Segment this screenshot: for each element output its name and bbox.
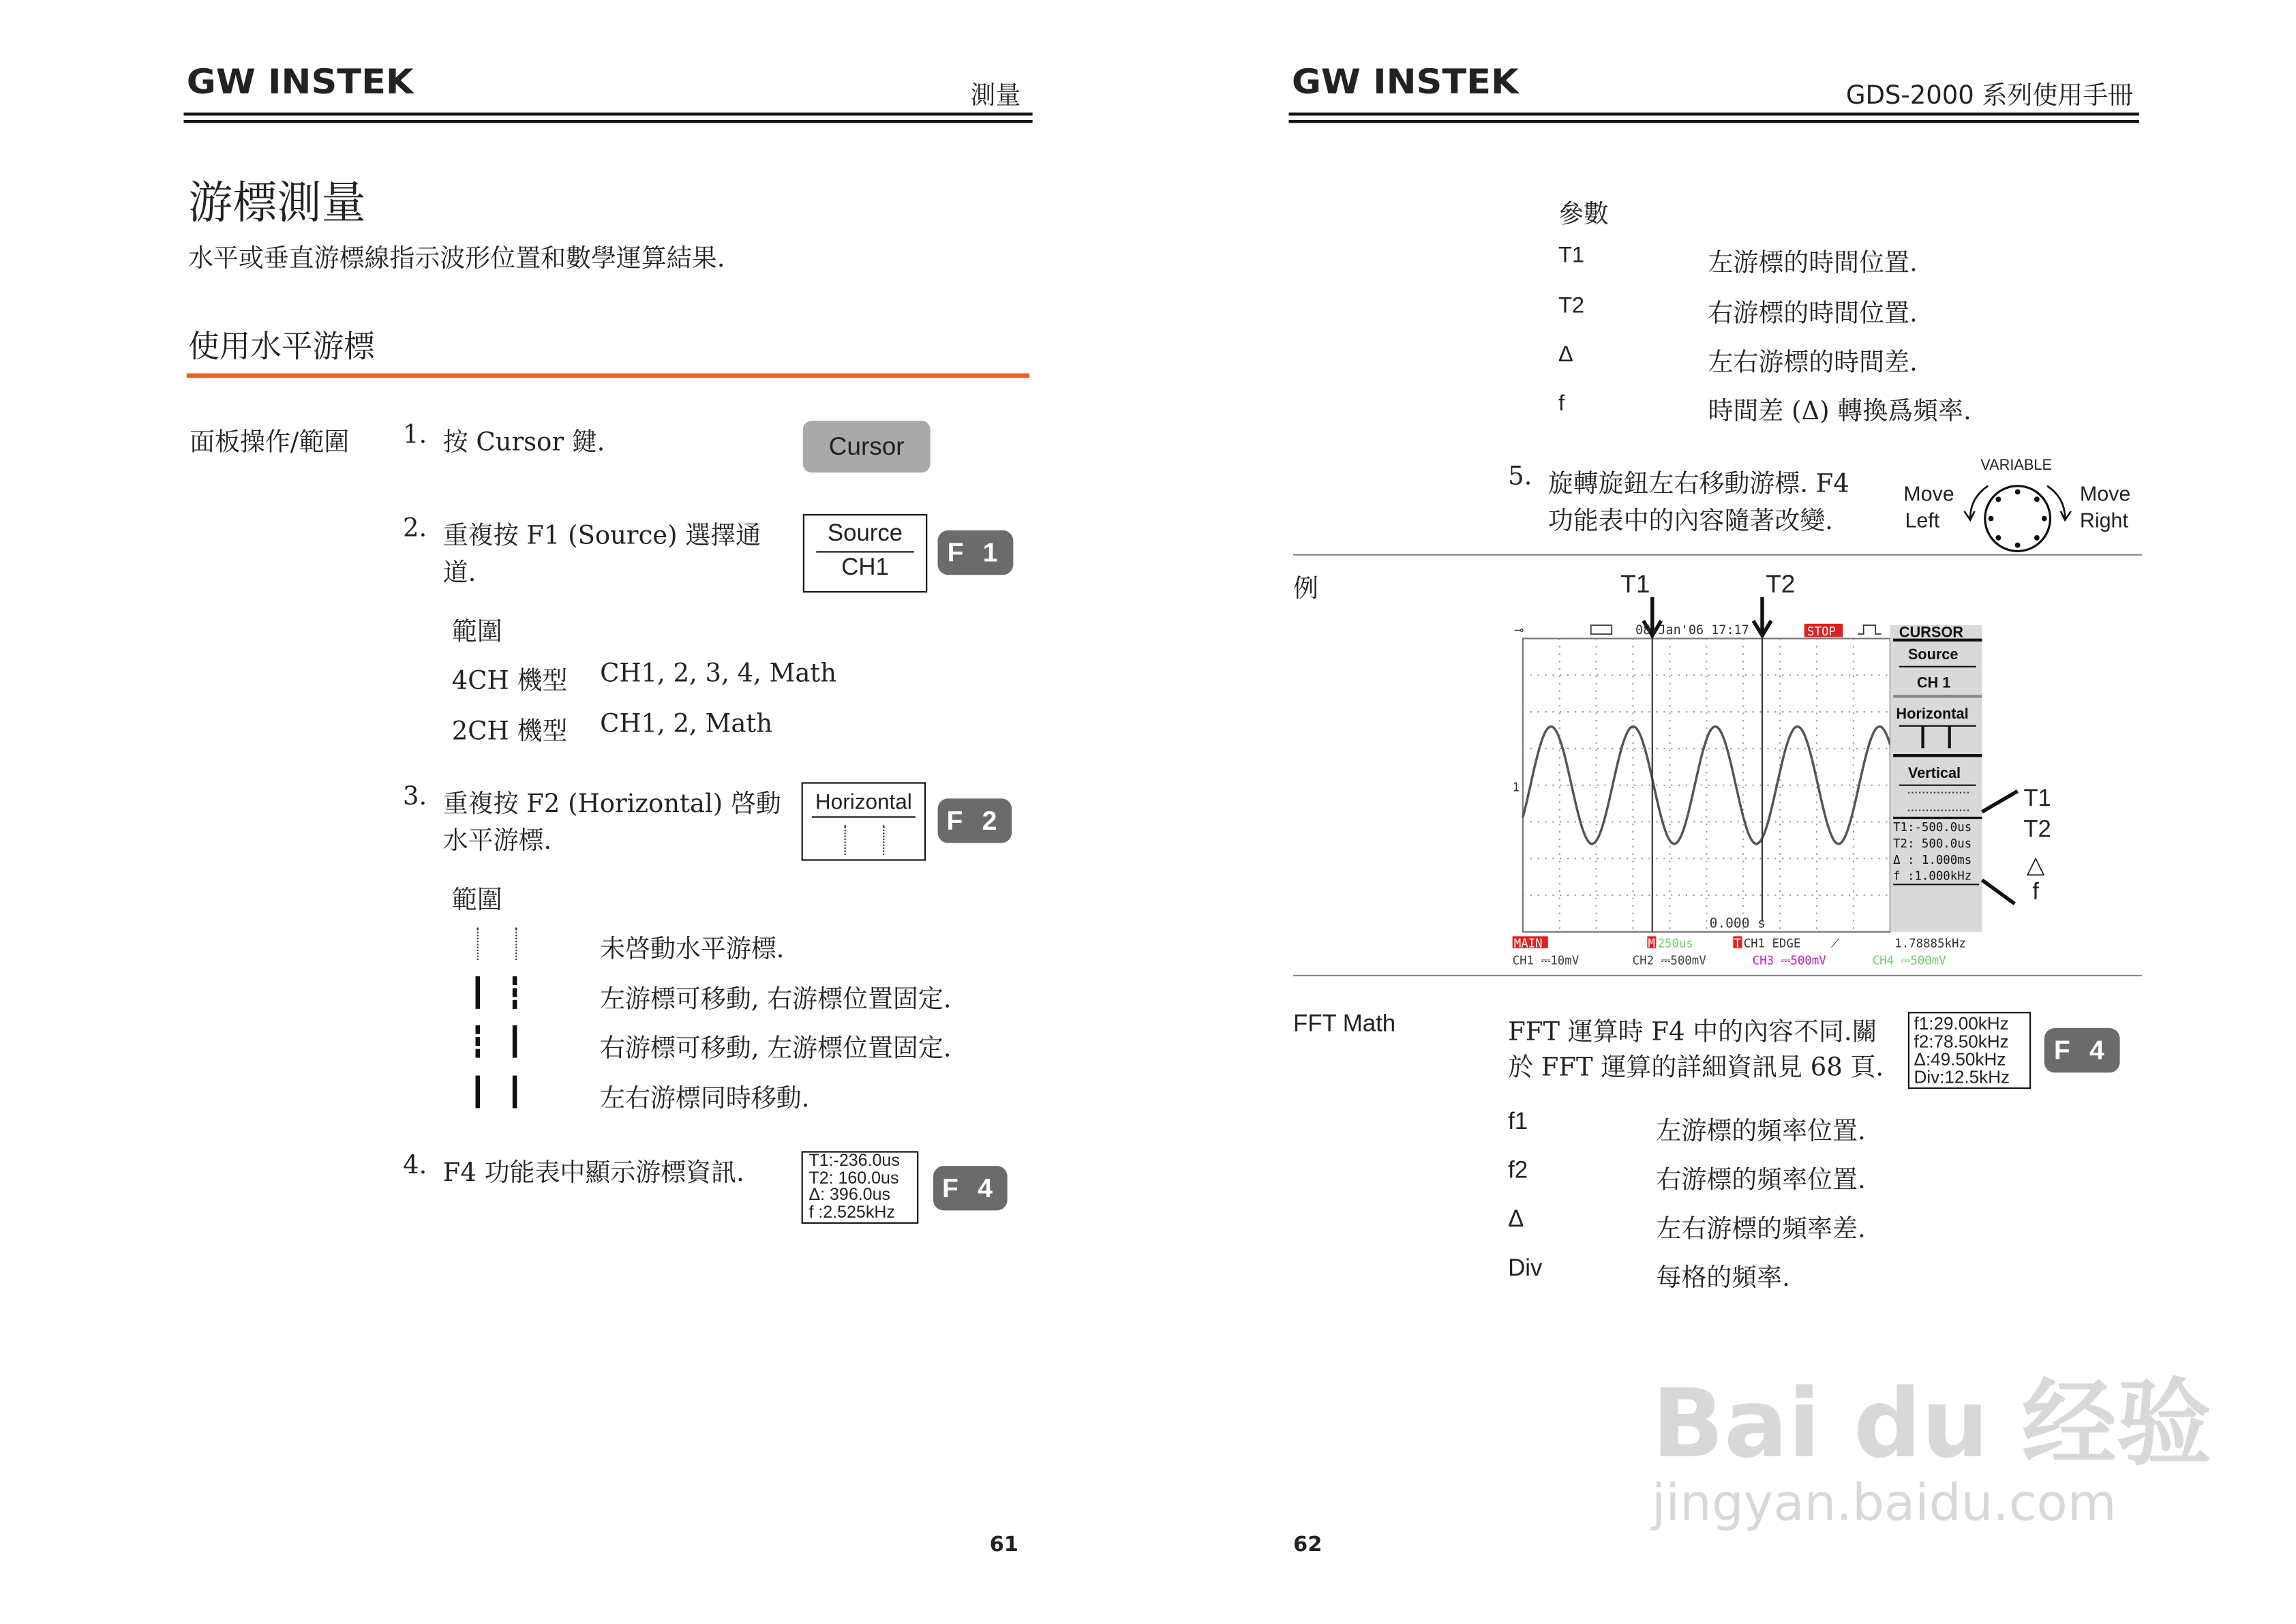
param-name: T1 xyxy=(1558,243,1585,269)
cursor-mode-text: 左游標可移動, 右游標位置固定. xyxy=(600,985,952,1015)
range-label: 範圍 xyxy=(451,886,502,916)
channel-scale-ch2: CH2 ⎓500mV xyxy=(1632,954,1706,968)
step3-text-line2: 水平游標. xyxy=(442,826,552,856)
fft-readout-box xyxy=(1908,1012,2031,1089)
range-model: 2CH 機型 xyxy=(451,717,568,747)
trigger-position: 0.000 s xyxy=(1709,915,1766,931)
knob-left-label: Left xyxy=(1905,508,1940,532)
manual-title: GDS-2000 系列使用手冊 xyxy=(1845,81,2134,111)
channel-scale-ch3: CH3 ⎓500mV xyxy=(1752,954,1826,968)
fft-readout-delta: Δ:49.50kHz xyxy=(1914,1049,2006,1070)
readout-t1: T1:-236.0us xyxy=(809,1152,900,1171)
channel-scale-ch4: CH4 ⎓500mV xyxy=(1872,954,1946,968)
knob-title: VARIABLE xyxy=(1980,457,2052,475)
readout-delta: Δ: 396.0us xyxy=(809,1186,890,1205)
param-desc: 左游標的時間位置. xyxy=(1708,249,1918,279)
channel-scales xyxy=(1513,954,1946,968)
menu-horizontal-label: Horizontal xyxy=(1896,704,1969,722)
step1-text: 按 Cursor 鍵. xyxy=(442,427,605,458)
callout-t1: T1 xyxy=(2023,786,2051,812)
cursor-solid-icon xyxy=(476,976,481,1009)
gw-instek-logo: GW INSTEK xyxy=(1291,63,1519,102)
main-label: MAIN xyxy=(1513,937,1543,951)
timebase-marker: M xyxy=(1648,937,1655,951)
cursor-solid-icon xyxy=(513,1076,517,1109)
fft-math-label: FFT Math xyxy=(1293,1012,1396,1038)
step-number: 5. xyxy=(1508,462,1532,492)
cursor-mode-text: 左右游標同時移動. xyxy=(600,1084,810,1115)
readout-t2: T2: 160.0us xyxy=(809,1169,899,1188)
ch1-ground-marker: 1 xyxy=(1512,781,1520,795)
range-label: 範圍 xyxy=(451,618,502,648)
step-number: 4. xyxy=(403,1151,427,1181)
range-value: CH1, 2, Math xyxy=(600,709,773,740)
probe-icon: ⊸ xyxy=(1513,623,1524,637)
cursor-mode-text: 未啓動水平游標. xyxy=(600,935,785,965)
source-menu-value: CH1 xyxy=(841,555,889,581)
readout-freq: f :2.525kHz xyxy=(809,1203,895,1222)
param-name: f xyxy=(1558,391,1565,417)
baidu-watermark-url: jingyan.baidu.com xyxy=(1651,1474,2117,1534)
timebase-value: 250us xyxy=(1657,937,1693,951)
example-label: 例 xyxy=(1293,575,1318,605)
cursor-dotted-icon xyxy=(477,927,479,960)
fft-param-name: Δ xyxy=(1508,1207,1524,1233)
param-name: T2 xyxy=(1558,293,1585,319)
divider xyxy=(1293,975,2142,976)
orange-rule xyxy=(187,374,1029,378)
trigger-slope-icon: ⟋ xyxy=(1830,937,1839,951)
cursor-dotted-icon xyxy=(883,825,884,854)
section-header: 測量 xyxy=(970,81,1021,111)
step-number: 2. xyxy=(403,514,427,544)
fft-param-desc: 每格的頻率. xyxy=(1656,1263,1790,1294)
callout-lines xyxy=(1979,785,2023,912)
step-number: 1. xyxy=(403,421,427,451)
cursor-solid-icon xyxy=(513,1025,517,1058)
cursor-key-button[interactable]: Cursor xyxy=(803,421,931,472)
f2-key-button[interactable]: F 2 xyxy=(938,798,1012,843)
page-number: 62 xyxy=(1293,1533,1323,1557)
source-menu-label: Source xyxy=(827,521,903,547)
page-title: 游標測量 xyxy=(187,177,366,230)
gw-instek-logo: GW INSTEK xyxy=(186,63,414,102)
param-desc: 右游標的時間位置. xyxy=(1708,299,1918,329)
fft-readout-f1: f1:29.00kHz xyxy=(1914,1013,2009,1034)
callout-delta: △ xyxy=(2026,853,2045,879)
step5-text-line1: 旋轉旋鈕左右移動游標. F4 xyxy=(1547,469,1849,500)
range-value: CH1, 2, 3, 4, Math xyxy=(600,659,836,689)
menu-source-label: Source xyxy=(1907,645,1959,663)
scope-readout-t1: T1:-500.0us xyxy=(1893,821,1972,835)
scope-readout-delta: Δ : 1.000ms xyxy=(1893,853,1972,867)
menu-title: CURSOR xyxy=(1899,623,1963,641)
step3-text-line1: 重複按 F2 (Horizontal) 啓動 xyxy=(442,790,781,819)
trigger-marker: T xyxy=(1734,937,1741,951)
panel-label: 面板操作/範圍 xyxy=(190,427,350,458)
variable-knob-icon[interactable] xyxy=(1959,471,2077,557)
source-menu-box xyxy=(803,514,928,592)
oscilloscope-screen xyxy=(1508,592,1997,975)
fft-param-desc: 左右游標的頻率差. xyxy=(1656,1214,1866,1245)
trigger-frequency: 1.78885kHz xyxy=(1894,937,1966,951)
subsection-title: 使用水平游標 xyxy=(187,329,375,365)
knob-right-label: Move xyxy=(2079,481,2131,505)
header-rule xyxy=(1289,112,2139,123)
scope-readout-freq: f :1.000kHz xyxy=(1893,869,1972,884)
param-desc: 左右游標的時間差. xyxy=(1708,348,1918,378)
fft-param-name: Div xyxy=(1508,1256,1543,1282)
divider xyxy=(1293,554,2142,556)
step5-text-line2: 功能表中的內容隨著改變. xyxy=(1547,507,1833,537)
cursor-mode-text: 右游標可移動, 左游標位置固定. xyxy=(600,1034,952,1064)
trigger-source: CH1 EDGE xyxy=(1743,937,1801,951)
horizontal-menu-label: Horizontal xyxy=(815,791,912,815)
f4-key-button[interactable]: F 4 xyxy=(2044,1028,2120,1072)
header-rule xyxy=(183,112,1032,123)
knob-right-label: Right xyxy=(2079,508,2128,532)
fft-text-line2: 於 FFT 運算的詳細資訊見 68 頁. xyxy=(1508,1053,1884,1083)
scope-readout-t2: T2: 500.0us xyxy=(1893,837,1972,851)
callout-t2: T2 xyxy=(2023,817,2051,843)
f4-key-button[interactable]: F 4 xyxy=(933,1166,1008,1210)
param-desc: 時間差 (Δ) 轉換爲頻率. xyxy=(1708,397,1972,427)
step2-text-line2: 道. xyxy=(442,558,477,588)
range-model: 4CH 機型 xyxy=(451,666,568,697)
stop-label: STOP xyxy=(1807,625,1836,640)
fft-readout-div: Div:12.5kHz xyxy=(1914,1066,2010,1087)
scope-date: 08-Jan'06 17:17 xyxy=(1635,623,1749,638)
fft-param-name: f1 xyxy=(1508,1109,1528,1135)
page-number: 61 xyxy=(989,1533,1018,1557)
fft-text-line1: FFT 運算時 F4 中的內容不同.關 xyxy=(1508,1017,1877,1048)
fft-param-desc: 左游標的頻率位置. xyxy=(1656,1117,1866,1147)
knob-left-label: Move xyxy=(1903,481,1954,505)
fft-param-name: f2 xyxy=(1508,1158,1528,1184)
horizontal-menu-box xyxy=(802,782,926,860)
cursor-dotted-icon xyxy=(845,825,846,854)
param-name: Δ xyxy=(1558,342,1573,367)
cursor-dotted-icon xyxy=(515,927,517,960)
t2-marker-label: T2 xyxy=(1766,570,1796,599)
cursor-arrow-icon xyxy=(1753,597,1771,635)
callout-f: f xyxy=(2032,879,2040,905)
cursor-solid-icon xyxy=(476,1076,481,1109)
intro-text: 水平或垂直游標線指示波形位置和數學運算結果. xyxy=(187,244,725,275)
step2-text-line1: 重複按 F1 (Source) 選擇通 xyxy=(442,521,761,552)
baidu-watermark: Bai du 经验 xyxy=(1651,1370,2211,1480)
params-label: 參數 xyxy=(1558,200,1609,230)
fft-param-desc: 右游標的頻率位置. xyxy=(1656,1166,1866,1196)
channel-scale-ch1: CH1 ⎓10mV xyxy=(1512,954,1580,968)
usb-icon xyxy=(1591,625,1612,634)
f1-key-button[interactable]: F 1 xyxy=(938,530,1014,575)
cursor-dashed-icon xyxy=(513,976,517,1009)
fft-readout-f2: f2:78.50kHz xyxy=(1914,1031,2009,1052)
cursor-readout-box xyxy=(802,1151,919,1223)
cursor-dashed-icon xyxy=(476,1025,481,1058)
trigger-icon xyxy=(1858,625,1882,634)
step-number: 3. xyxy=(403,782,427,812)
menu-source-value: CH 1 xyxy=(1916,674,1951,691)
t1-marker-label: T1 xyxy=(1620,570,1650,599)
step4-text: F4 功能表中顯示游標資訊. xyxy=(442,1158,744,1188)
menu-vertical-label: Vertical xyxy=(1907,764,1961,781)
